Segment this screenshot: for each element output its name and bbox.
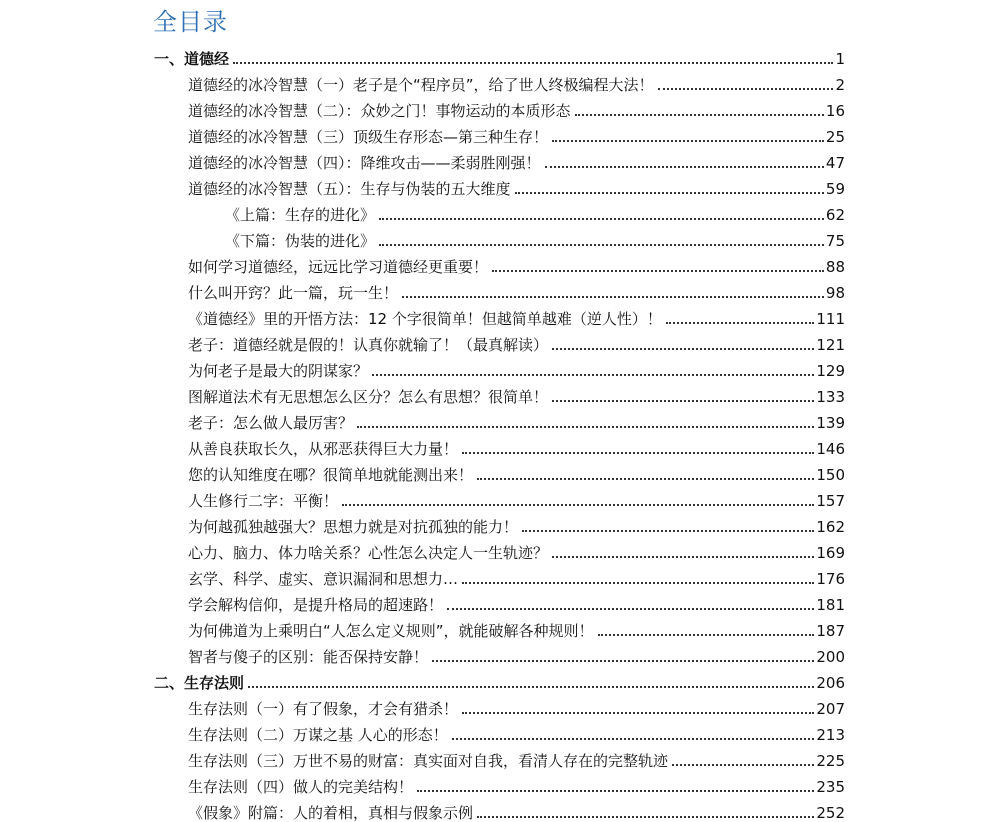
toc-entry-title: 生存法则（四）做人的完美结构！ — [188, 778, 414, 796]
toc-entry-page-number: 121 — [816, 336, 845, 354]
toc-entry-page-number: 207 — [816, 700, 845, 718]
toc-entry[interactable] — [188, 432, 845, 458]
toc-entry-page-number: 157 — [816, 492, 845, 510]
toc-entry-title: 老子：怎么做人最厉害？ — [188, 414, 354, 432]
dot-leader — [233, 62, 833, 64]
toc-entry-title: 老子：道德经就是假的！认真你就输了！（最真解读） — [188, 336, 549, 354]
toc-entry-page-number: 200 — [816, 648, 845, 666]
toc-entry-title: 道德经的冰冷智慧（一）老子是个“程序员”，给了世人终极编程大法！ — [188, 76, 654, 94]
dot-leader — [515, 192, 824, 194]
toc-entry-title: 一、道德经 — [154, 50, 230, 68]
toc-entry-title: 道德经的冰冷智慧（二）：众妙之门！事物运动的本质形态 — [188, 102, 571, 120]
toc-entry[interactable] — [188, 744, 845, 770]
toc-entry-page-number: 206 — [816, 674, 845, 692]
toc-entry-page-number: 181 — [816, 596, 845, 614]
dot-leader — [462, 452, 814, 454]
dot-leader — [575, 114, 824, 116]
toc-entry[interactable] — [188, 68, 845, 94]
toc-entry[interactable] — [188, 640, 845, 666]
toc-entry-title: 为何越孤独越强大？思想力就是对抗孤独的能力！ — [188, 518, 519, 536]
dot-leader — [552, 348, 814, 350]
toc-entry-page-number: 98 — [825, 284, 845, 302]
toc-entry-title: 生存法则（二）万谋之基 人心的形态！ — [188, 726, 448, 744]
toc-entry[interactable] — [188, 406, 845, 432]
toc-entry-page-number: 213 — [816, 726, 845, 744]
toc-entry-title: 玄学、科学、虚实、意识漏洞和思想力… — [188, 570, 459, 588]
toc-entry-title: 道德经的冰冷智慧（三）顶级生存形态—第三种生存！ — [188, 128, 549, 146]
toc-entry[interactable] — [225, 224, 845, 250]
toc-entry-page-number: 139 — [816, 414, 845, 432]
toc-entry[interactable] — [188, 276, 845, 302]
toc-entry-title: 《上篇：生存的进化》 — [225, 206, 376, 224]
toc-entry-page-number: 111 — [816, 310, 845, 328]
toc-entry-title: 学会解构信仰，是提升格局的超速路！ — [188, 596, 444, 614]
dot-leader — [447, 608, 814, 610]
toc-entry[interactable] — [188, 146, 845, 172]
dot-leader — [522, 530, 814, 532]
dot-leader — [552, 556, 814, 558]
toc-entry-title: 心力、脑力、体力啥关系？心性怎么决定人一生轨迹？ — [188, 544, 549, 562]
toc-entry-title: 道德经的冰冷智慧（五）：生存与伪装的五大维度 — [188, 180, 511, 198]
toc-entry-page-number: 75 — [825, 232, 845, 250]
dot-leader — [545, 166, 824, 168]
dot-leader — [417, 790, 814, 792]
toc-entry[interactable] — [188, 302, 845, 328]
toc-entry-page-number: 47 — [825, 154, 845, 172]
dot-leader — [552, 140, 824, 142]
toc-entry-title: 《假象》附篇：人的着相，真相与假象示例 — [188, 804, 474, 822]
toc-entry-page-number: 62 — [825, 206, 845, 224]
dot-leader — [477, 816, 814, 818]
dot-leader — [598, 634, 815, 636]
toc-entry[interactable] — [188, 562, 845, 588]
toc-entry[interactable] — [154, 42, 845, 68]
toc-entry-page-number: 252 — [816, 804, 845, 822]
toc-entry-page-number: 162 — [816, 518, 845, 536]
toc-entry-title: 图解道法术有无思想怎么区分？怎么有思想？很简单！ — [188, 388, 549, 406]
toc-entry-title: 您的认知维度在哪？很简单地就能测出来！ — [188, 466, 474, 484]
toc-entry-page-number: 16 — [825, 102, 845, 120]
dot-leader — [248, 686, 814, 688]
toc-entry-page-number: 225 — [816, 752, 845, 770]
toc-entry-title: 如何学习道德经，远远比学习道德经更重要！ — [188, 258, 489, 276]
toc-entry-title: 人生修行二字：平衡！ — [188, 492, 339, 510]
toc-entry-title: 从善良获取长久，从邪恶获得巨大力量！ — [188, 440, 459, 458]
toc-entry[interactable] — [225, 198, 845, 224]
toc-entry-page-number: 88 — [825, 258, 845, 276]
dot-leader — [462, 712, 814, 714]
toc-entry-title: 道德经的冰冷智慧（四）：降维攻击——柔弱胜刚强！ — [188, 154, 541, 172]
toc-entry-title: 生存法则（三）万世不易的财富：真实面对自我，看清人存在的完整轨迹 — [188, 752, 669, 770]
dot-leader — [452, 738, 815, 740]
toc-entry[interactable] — [188, 614, 845, 640]
toc-entry[interactable] — [188, 484, 845, 510]
toc-entry-page-number: 176 — [816, 570, 845, 588]
toc-entry[interactable] — [188, 120, 845, 146]
toc-entry-title: 智者与傻子的区别：能否保持安静！ — [188, 648, 429, 666]
dot-leader — [658, 88, 834, 90]
toc-entry[interactable] — [188, 328, 845, 354]
toc-entry-title: 二、生存法则 — [154, 674, 245, 692]
dot-leader — [552, 400, 814, 402]
dot-leader — [372, 374, 814, 376]
toc-entry[interactable] — [188, 536, 845, 562]
dot-leader — [342, 504, 814, 506]
toc-entry-page-number: 129 — [816, 362, 845, 380]
toc-entry-page-number: 25 — [825, 128, 845, 146]
toc-entry[interactable] — [188, 692, 845, 718]
toc-entry[interactable] — [154, 666, 845, 692]
toc-entry[interactable] — [188, 588, 845, 614]
toc-entry-title: 《下篇：伪装的进化》 — [225, 232, 376, 250]
toc-entry-page-number: 150 — [816, 466, 845, 484]
toc-entry[interactable] — [188, 94, 845, 120]
toc-entry[interactable] — [188, 172, 845, 198]
toc-entry[interactable] — [188, 380, 845, 406]
document-title: 全目录 — [153, 8, 228, 36]
toc-entry[interactable] — [188, 770, 845, 796]
toc-entry[interactable] — [188, 510, 845, 536]
dot-leader — [666, 322, 815, 324]
toc-entry-title: 什么叫开窍？此一篇，玩一生！ — [188, 284, 399, 302]
dot-leader — [379, 218, 824, 220]
toc-entry[interactable] — [188, 250, 845, 276]
dot-leader — [477, 478, 814, 480]
toc-entry-title: 《道德经》里的开悟方法：12 个字很简单！但越简单越难（逆人性）！ — [188, 310, 662, 328]
toc-entry[interactable] — [188, 718, 845, 744]
dot-leader — [492, 270, 824, 272]
toc-entry-page-number: 2 — [835, 76, 845, 94]
dot-leader — [672, 764, 814, 766]
toc-entry-title: 生存法则（一）有了假象，才会有猎杀！ — [188, 700, 459, 718]
toc-entry-page-number: 146 — [816, 440, 845, 458]
toc-entry-title: 为何佛道为上乘明白“人怎么定义规则”，就能破解各种规则！ — [188, 622, 594, 640]
dot-leader — [402, 296, 824, 298]
toc-entry-page-number: 59 — [825, 180, 845, 198]
toc-entry-page-number: 235 — [816, 778, 845, 796]
dot-leader — [462, 582, 814, 584]
dot-leader — [432, 660, 814, 662]
toc-entry-page-number: 187 — [816, 622, 845, 640]
toc-entry-page-number: 1 — [835, 50, 845, 68]
toc-entry-page-number: 133 — [816, 388, 845, 406]
dot-leader — [379, 244, 824, 246]
toc-entry[interactable] — [188, 458, 845, 484]
dot-leader — [357, 426, 814, 428]
toc-entry-title: 为何老子是最大的阴谋家？ — [188, 362, 369, 380]
toc-entry[interactable] — [188, 354, 845, 380]
toc-entry-page-number: 169 — [816, 544, 845, 562]
toc-entry[interactable] — [188, 796, 845, 822]
